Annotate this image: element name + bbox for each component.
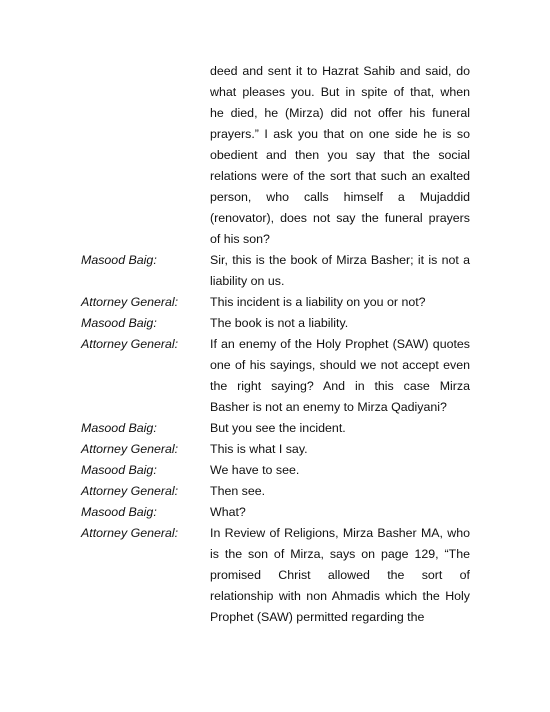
speech-text [210, 292, 470, 313]
speech-text [210, 502, 470, 523]
speech-text [210, 439, 470, 460]
speech-line: This incident is a liability on you or not? [210, 295, 426, 309]
speech-line: We have to see. [210, 463, 300, 477]
transcript [81, 61, 470, 628]
transcript-entry [81, 334, 470, 418]
speaker-label: Masood Baig: [81, 316, 157, 330]
speech-line: one of his sayings, should we not accept even [210, 358, 470, 372]
speech-line: is the son of Mirza, says on page 129, “The [210, 547, 470, 561]
transcript-entry [81, 250, 470, 292]
speech-line: prayers.” I ask you that on one side he is so [210, 127, 470, 141]
speech-line: deed and sent it to Hazrat Sahib and said, do [210, 64, 470, 78]
speech-line: the right saying? And in this case Mirza [210, 379, 470, 393]
speech-text [210, 61, 470, 250]
transcript-entry [81, 439, 470, 460]
speech-line: Sir, this is the book of Mirza Basher; it is not a [210, 253, 470, 267]
speaker-label: Attorney General: [81, 442, 179, 456]
speaker-label: Attorney General: [81, 484, 179, 498]
speech-line: he died, he (Mirza) did not offer his funeral [210, 106, 470, 120]
speech-line: liability on us. [210, 274, 285, 288]
speaker-label: Attorney General: [81, 295, 179, 309]
speech-line: relations were of the sort that such an exalted [210, 169, 470, 183]
speech-line: promised Christ allowed the sort of [210, 568, 470, 582]
speech-line: obedient and then you say that the social [210, 148, 470, 162]
speech-line: Prophet (SAW) permitted regarding the [210, 610, 425, 624]
speech-line: But you see the incident. [210, 421, 346, 435]
speech-text [210, 250, 470, 292]
speech-text [210, 460, 470, 481]
transcript-entry [81, 502, 470, 523]
transcript-entry [81, 292, 470, 313]
speech-line: (renovator), does not say the funeral prayers [210, 211, 470, 225]
transcript-entry [81, 481, 470, 502]
speaker-label: Masood Baig: [81, 253, 157, 267]
speech-line: person, who calls himself a Mujaddid [210, 190, 470, 204]
transcript-entry [81, 460, 470, 481]
transcript-entry [81, 418, 470, 439]
transcript-entry [81, 61, 470, 250]
transcript-entry [81, 523, 470, 628]
speech-text [210, 418, 470, 439]
speech-text [210, 523, 470, 628]
speech-text [210, 481, 470, 502]
speech-line: of his son? [210, 232, 270, 246]
speech-line: Then see. [210, 484, 266, 498]
speaker-label: Masood Baig: [81, 421, 157, 435]
transcript-entry [81, 313, 470, 334]
speech-line: what pleases you. But in spite of that, when [210, 85, 470, 99]
speech-line: Basher is not an enemy to Mirza Qadiyani? [210, 400, 447, 414]
speech-line: relationship with non Ahmadis which the Holy [210, 589, 470, 603]
speech-line: If an enemy of the Holy Prophet (SAW) quotes [210, 337, 470, 351]
speech-line: What? [210, 505, 246, 519]
speech-line: In Review of Religions, Mirza Basher MA, who [210, 526, 470, 540]
speaker-label: Masood Baig: [81, 463, 157, 477]
speech-text [210, 313, 470, 334]
speaker-label: Attorney General: [81, 337, 179, 351]
speaker-label: Attorney General: [81, 526, 179, 540]
speech-line: This is what I say. [210, 442, 308, 456]
speaker-label: Masood Baig: [81, 505, 157, 519]
speech-text [210, 334, 470, 418]
speech-line: The book is not a liability. [210, 316, 349, 330]
